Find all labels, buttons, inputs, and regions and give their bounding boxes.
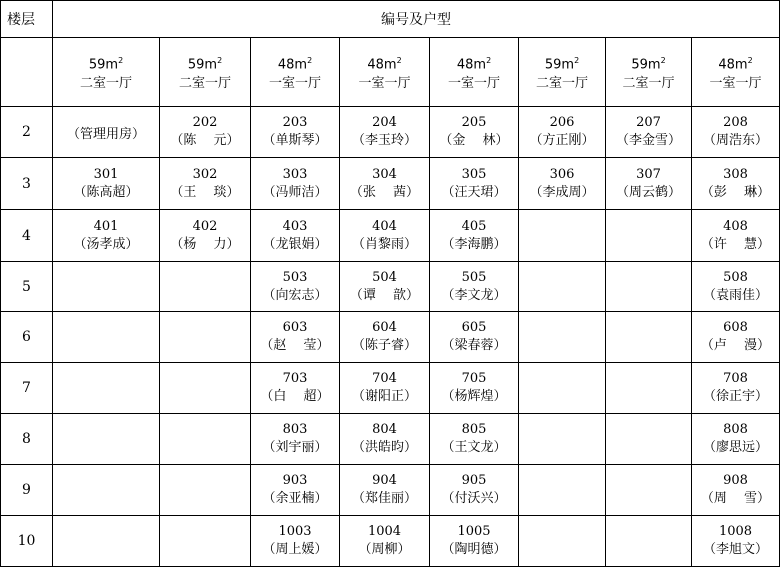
unit-cell — [692, 363, 780, 414]
resident-name: （冯师洁） — [262, 184, 328, 200]
resident-name: （许 慧） — [700, 236, 771, 252]
unit-cell — [251, 107, 340, 158]
table-row — [1, 516, 780, 567]
unit-number: 908 — [723, 473, 748, 488]
unit-number: 708 — [723, 371, 748, 386]
empty-unit-cell — [606, 262, 692, 312]
unit-number: 508 — [723, 269, 748, 285]
unit-number: 1004 — [367, 524, 402, 539]
unit-number: 503 — [282, 269, 308, 285]
unit-number: 205 — [461, 115, 487, 130]
unit-layout: 二室一厅 — [79, 76, 132, 92]
unit-cell — [251, 414, 340, 465]
unit-cell — [692, 107, 780, 158]
resident-name: （周上媛） — [262, 542, 328, 557]
unit-cell — [340, 262, 430, 312]
floor-number: 5 — [1, 262, 53, 312]
resident-name: （向宏志） — [262, 287, 328, 303]
empty-unit-cell — [53, 414, 160, 465]
empty-unit-cell — [160, 312, 251, 363]
empty-unit-cell — [519, 312, 606, 363]
unit-number: 804 — [372, 422, 397, 437]
unit-number: 403 — [282, 218, 308, 234]
unit-number: 305 — [461, 166, 487, 182]
unit-cell — [519, 158, 606, 210]
unit-cell — [340, 363, 430, 414]
unit-cell — [251, 210, 340, 262]
unit-number: 604 — [372, 320, 397, 335]
resident-name: （周 雪） — [700, 491, 771, 506]
empty-unit-cell — [160, 363, 251, 414]
resident-name: （梁春蓉） — [441, 338, 507, 353]
unit-number: 202 — [192, 115, 218, 130]
unit-layout: 一室一厅 — [447, 76, 500, 92]
unit-area: $59m^2$ — [544, 55, 580, 73]
unit-area: $59m^2$ — [631, 55, 666, 73]
unit-cell — [430, 516, 519, 567]
unit-cell — [340, 158, 430, 210]
table-body — [1, 107, 780, 567]
resident-name: （王 琰） — [170, 184, 240, 200]
unit-number: 306 — [549, 166, 575, 182]
unit-number: 301 — [93, 166, 119, 182]
unit-number: 304 — [372, 166, 397, 182]
table-row — [1, 414, 780, 465]
unit-cell — [692, 414, 780, 465]
unit-cell — [160, 158, 251, 210]
unit-number: 605 — [461, 320, 487, 335]
empty-unit-cell — [606, 414, 692, 465]
unit-cell — [430, 262, 519, 312]
floor-number: 8 — [1, 414, 53, 465]
resident-name: （杨辉煌） — [441, 389, 507, 404]
unit-cell — [340, 516, 430, 567]
empty-unit-cell — [53, 262, 160, 312]
unit-cell — [692, 158, 780, 210]
resident-name: （白 超） — [260, 389, 330, 404]
unit-cell — [430, 363, 519, 414]
empty-unit-cell — [606, 465, 692, 516]
unit-number: 404 — [372, 218, 397, 234]
unit-number: 302 — [192, 166, 218, 182]
empty-unit-cell — [606, 312, 692, 363]
floor-number: 9 — [1, 465, 53, 516]
resident-name: （赵 莹） — [260, 338, 330, 353]
resident-name: （卢 漫） — [700, 338, 771, 353]
unit-cell — [692, 465, 780, 516]
unit-cell — [430, 107, 519, 158]
unit-area: $59m^2$ — [88, 55, 124, 73]
table-row — [1, 158, 780, 210]
unit-cell — [340, 107, 430, 158]
resident-name: （廖思远） — [702, 440, 768, 455]
resident-name: （余亚楠） — [262, 491, 328, 506]
unit-number: 704 — [372, 371, 397, 386]
unit-special-cell: （管理用房） — [53, 107, 160, 158]
unit-number: 203 — [282, 115, 308, 130]
resident-name: （龙银娟） — [262, 236, 328, 252]
unit-number: 303 — [282, 166, 308, 182]
unit-number: 206 — [549, 115, 575, 130]
resident-name: （谭 歆） — [349, 287, 420, 303]
unit-number: 401 — [93, 218, 119, 234]
floor-number: 10 — [1, 516, 53, 567]
unit-number: 705 — [461, 371, 487, 386]
unit-area: $48m^2$ — [367, 55, 402, 73]
unit-number: 1003 — [278, 524, 312, 539]
resident-name: （李文龙） — [441, 287, 507, 303]
unit-cell — [251, 516, 340, 567]
unit-number: 405 — [461, 218, 487, 234]
unit-cell — [430, 158, 519, 210]
table-row — [1, 262, 780, 312]
unit-cell — [160, 210, 251, 262]
unit-cell — [430, 312, 519, 363]
unit-number: 308 — [723, 166, 748, 182]
header-row — [1, 1, 780, 38]
unit-number: 608 — [723, 320, 748, 335]
table-row — [1, 210, 780, 262]
resident-name: （陶明德） — [441, 542, 507, 557]
empty-unit-cell — [160, 262, 251, 312]
unit-type-header — [519, 38, 606, 107]
unit-cell — [692, 312, 780, 363]
unit-cell — [251, 158, 340, 210]
floor-number: 6 — [1, 312, 53, 363]
unit-cell — [251, 312, 340, 363]
resident-name: （李旭文） — [702, 542, 768, 557]
blank-corner-cell — [1, 38, 53, 107]
unit-number: 905 — [461, 473, 487, 488]
unit-cell — [53, 158, 160, 210]
unit-number: 307 — [636, 166, 661, 182]
unit-cell — [251, 262, 340, 312]
resident-name: （谢阳正） — [351, 389, 417, 404]
unit-area: $48m^2$ — [456, 55, 492, 73]
resident-name: （李玉玲） — [351, 133, 417, 148]
resident-name: （肖黎雨） — [351, 236, 417, 252]
resident-name: （陈 元） — [170, 133, 240, 148]
empty-unit-cell — [519, 363, 606, 414]
unit-group-header: 编号及户型 — [53, 1, 780, 38]
unit-type-header — [692, 38, 780, 107]
unit-cell — [519, 107, 606, 158]
resident-name: （郑佳丽） — [351, 491, 417, 506]
resident-name: （金 林） — [439, 133, 509, 148]
unit-layout: 二室一厅 — [178, 76, 231, 92]
unit-layout: 一室一厅 — [268, 76, 321, 92]
unit-number: 504 — [372, 269, 397, 285]
unit-number: 505 — [461, 269, 487, 285]
resident-name: （汤孝成） — [73, 236, 139, 252]
unit-number: 1005 — [457, 524, 491, 539]
table-row — [1, 107, 780, 158]
unit-cell — [340, 414, 430, 465]
table-row — [1, 312, 780, 363]
unit-number: 904 — [372, 473, 397, 488]
empty-unit-cell — [519, 465, 606, 516]
floor-number: 7 — [1, 363, 53, 414]
resident-name: （彭 琳） — [700, 184, 771, 200]
resident-name: （刘宇丽） — [262, 440, 328, 455]
unit-number: 808 — [723, 422, 748, 437]
empty-unit-cell — [606, 363, 692, 414]
floor-number: 3 — [1, 158, 53, 210]
resident-name: （徐正宇） — [702, 389, 768, 404]
resident-name: （李成周） — [529, 184, 595, 200]
empty-unit-cell — [160, 465, 251, 516]
empty-unit-cell — [519, 516, 606, 567]
unit-number: 805 — [461, 422, 487, 437]
unit-cell — [606, 158, 692, 210]
resident-name: （王文龙） — [441, 440, 507, 455]
unit-cell — [251, 465, 340, 516]
unit-type-row — [1, 38, 780, 107]
floor-number: 2 — [1, 107, 53, 158]
table-row — [1, 465, 780, 516]
unit-cell — [340, 210, 430, 262]
unit-cell — [430, 210, 519, 262]
resident-name: （李金雪） — [615, 133, 681, 148]
unit-cell — [692, 516, 780, 567]
floor-number: 4 — [1, 210, 53, 262]
unit-cell — [606, 107, 692, 158]
resident-name: （陈子睿） — [351, 338, 417, 353]
unit-layout: 一室一厅 — [358, 76, 411, 92]
resident-name: （李海鹏） — [441, 236, 507, 252]
unit-area: $48m^2$ — [718, 55, 753, 73]
resident-name: （周柳） — [358, 542, 411, 557]
unit-cell — [430, 414, 519, 465]
unit-number: 208 — [723, 115, 748, 130]
empty-unit-cell — [53, 465, 160, 516]
resident-name: （汪天珺） — [441, 184, 507, 200]
unit-type-header — [606, 38, 692, 107]
unit-number: 603 — [282, 320, 308, 335]
empty-unit-cell — [519, 262, 606, 312]
empty-unit-cell — [606, 210, 692, 262]
unit-number: 402 — [192, 218, 218, 234]
unit-number: 903 — [282, 473, 308, 488]
unit-number: 408 — [723, 218, 748, 234]
empty-unit-cell — [53, 516, 160, 567]
unit-area: $59m^2$ — [187, 55, 223, 73]
unit-number: 207 — [636, 115, 661, 130]
resident-name: （单斯琴） — [262, 133, 328, 148]
empty-unit-cell — [160, 414, 251, 465]
unit-cell — [340, 465, 430, 516]
empty-unit-cell — [519, 414, 606, 465]
unit-layout: 一室一厅 — [709, 76, 762, 92]
unit-cell — [53, 210, 160, 262]
unit-cell — [692, 210, 780, 262]
table-row — [1, 363, 780, 414]
unit-type-header — [340, 38, 430, 107]
resident-name: （付沃兴） — [441, 491, 507, 506]
unit-number: 204 — [372, 115, 397, 130]
unit-type-header — [53, 38, 160, 107]
unit-cell — [251, 363, 340, 414]
unit-type-header — [430, 38, 519, 107]
resident-name: （陈高超） — [73, 184, 139, 200]
unit-layout: 二室一厅 — [535, 76, 588, 92]
unit-cell — [430, 465, 519, 516]
empty-unit-cell — [519, 210, 606, 262]
empty-unit-cell — [160, 516, 251, 567]
empty-unit-cell — [53, 363, 160, 414]
unit-layout: 二室一厅 — [622, 76, 675, 92]
resident-name: （周浩东） — [702, 133, 768, 148]
resident-name: （袁雨佳） — [702, 287, 768, 303]
unit-type-header — [251, 38, 340, 107]
resident-name: （方正刚） — [529, 133, 595, 148]
resident-name: （洪皓昀） — [351, 440, 417, 455]
empty-unit-cell — [606, 516, 692, 567]
unit-type-header — [160, 38, 251, 107]
resident-name: （周云鹤） — [615, 184, 681, 200]
unit-cell — [160, 107, 251, 158]
unit-cell — [340, 312, 430, 363]
floor-column-header: 楼层 — [1, 1, 53, 38]
resident-name: （张 茜） — [349, 184, 420, 200]
unit-cell — [692, 262, 780, 312]
resident-name: （杨 力） — [170, 236, 240, 252]
empty-unit-cell — [53, 312, 160, 363]
unit-number: 1008 — [718, 524, 753, 539]
unit-area: $48m^2$ — [277, 55, 313, 73]
unit-number: 703 — [282, 371, 308, 386]
unit-number: 803 — [282, 422, 308, 437]
